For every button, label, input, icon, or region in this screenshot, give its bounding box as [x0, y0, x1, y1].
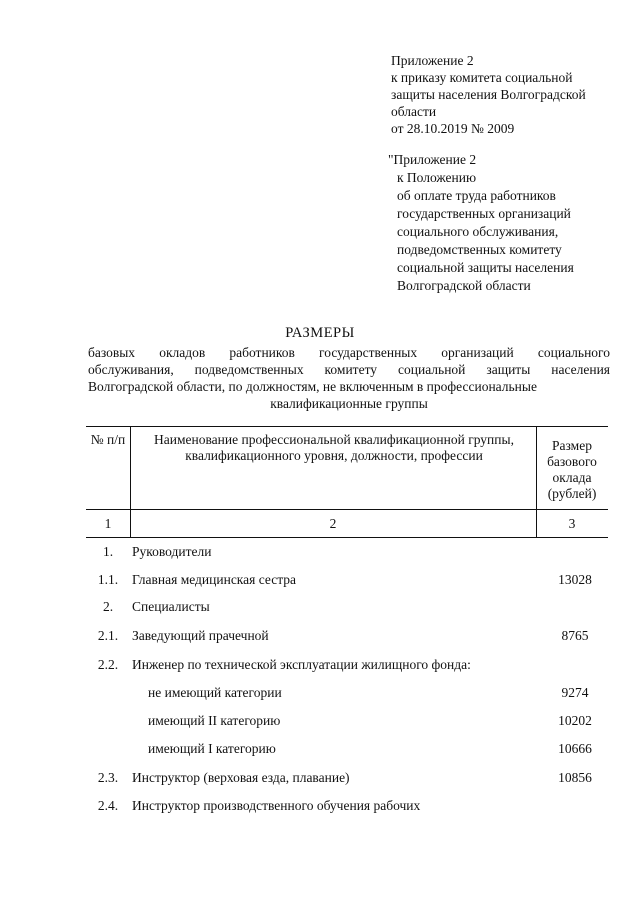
- row-name: имеющий I категорию: [148, 741, 276, 756]
- row-value: 10856: [558, 770, 592, 785]
- table-row: [88, 684, 610, 702]
- row-number: 2.4.: [97, 798, 119, 813]
- table-header: [86, 426, 608, 538]
- annex-line: к приказу комитета социальной: [391, 70, 573, 85]
- annex-line: об оплате труда работников: [397, 188, 556, 203]
- row-number: 2.3.: [97, 770, 119, 785]
- annex-line: "Приложение 2: [388, 152, 477, 167]
- header-number: № п/п: [90, 432, 126, 447]
- table-row: [88, 797, 610, 815]
- subtitle-line: Волгоградской области, по должностям, не включенным в профессиональные: [88, 379, 537, 394]
- annex-date-line: от 28.10.2019 № 2009: [391, 121, 515, 136]
- row-value: 13028: [558, 572, 592, 587]
- row-name: Заведующий прачечной: [132, 628, 269, 643]
- header-name: Наименование профессиональной квалификационной группы, квалификационного уровня, должности, профессии: [154, 432, 514, 463]
- annex-line: социальной защиты населения: [397, 260, 574, 275]
- subtitle-line: квалификационные группы: [270, 396, 428, 411]
- table-row: [88, 543, 610, 561]
- subtitle-line: базовых окладов работников государственных организаций социального: [88, 345, 610, 360]
- annex-line: защиты населения Волгоградской: [391, 87, 586, 102]
- table-row: [88, 656, 610, 674]
- header-salary: Размер базового оклада (рублей): [547, 438, 597, 501]
- row-name: Специалисты: [132, 599, 210, 614]
- row-name: Главная медицинская сестра: [132, 572, 297, 587]
- table-row: [88, 769, 610, 787]
- column-index: 1: [104, 516, 112, 531]
- annex-line: социального обслуживания,: [397, 224, 559, 239]
- annex-line: к Положению: [397, 170, 477, 185]
- annex-reference-block: [391, 52, 631, 137]
- row-name: Инструктор производственного обучения рабочих: [132, 798, 421, 813]
- document-subtitle: [88, 344, 610, 412]
- table-row: [88, 571, 610, 589]
- row-value: 8765: [561, 628, 589, 643]
- table-row: [88, 712, 610, 730]
- annex-line: области: [391, 104, 437, 119]
- annex-line: государственных организаций: [397, 206, 571, 221]
- column-index: 2: [329, 516, 337, 531]
- table-row: [88, 627, 610, 645]
- row-number: 2.1.: [97, 628, 119, 643]
- column-index: 3: [568, 516, 576, 531]
- annex-line: Приложение 2: [391, 53, 474, 68]
- subtitle-line: обслуживания, подведомственных комитету социальной защиты населения: [88, 362, 610, 377]
- row-value: 10666: [558, 741, 592, 756]
- row-number: 2.: [102, 599, 114, 614]
- row-number: 1.: [102, 544, 114, 559]
- row-name: не имеющий категории: [148, 685, 282, 700]
- row-name: Инструктор (верховая езда, плавание): [132, 770, 350, 785]
- table-border: [86, 537, 608, 538]
- row-name: имеющий II категорию: [148, 713, 281, 728]
- annex-line: подведомственных комитету: [397, 242, 562, 257]
- row-name: Инженер по технической эксплуатации жилищного фонда:: [132, 657, 471, 672]
- row-name: Руководители: [132, 544, 212, 559]
- table-border: [86, 426, 608, 427]
- document-title: РАЗМЕРЫ: [285, 325, 355, 341]
- row-value: 10202: [558, 713, 592, 728]
- quoted-annex-block: [388, 151, 628, 295]
- row-number: 1.1.: [97, 572, 119, 587]
- table-border: [86, 509, 608, 510]
- table-row: [88, 740, 610, 758]
- table-row: [88, 598, 610, 616]
- row-number: 2.2.: [97, 657, 119, 672]
- annex-line: Волгоградской области: [397, 278, 531, 293]
- row-value: 9274: [561, 685, 589, 700]
